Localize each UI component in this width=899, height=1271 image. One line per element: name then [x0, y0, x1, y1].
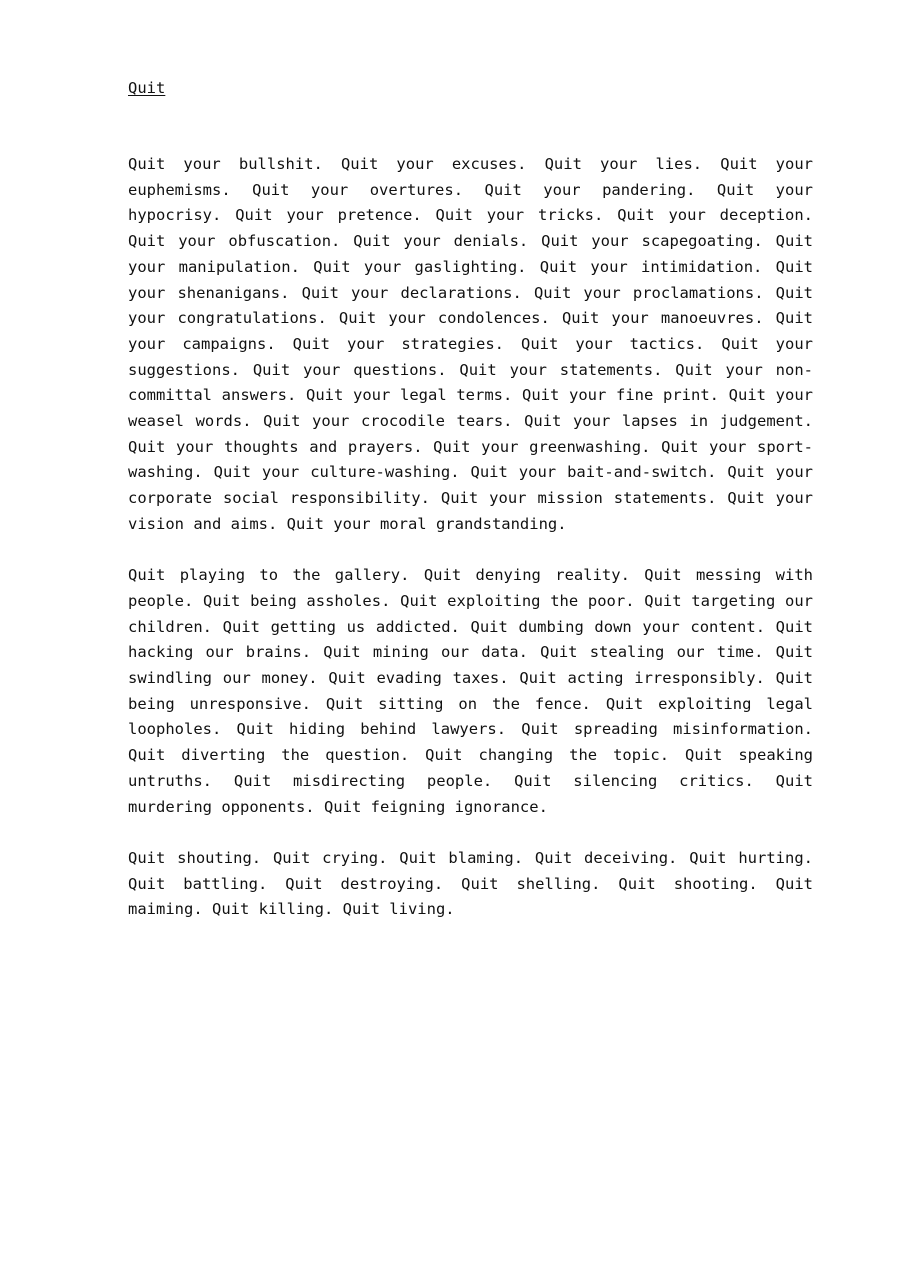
document-body: [128, 152, 813, 949]
paragraph-2: Quit playing to the gallery. Quit denying reality. Quit messing with people. Quit being assholes. Quit exploiting the poor. Quit targeting our children. Quit getting us addicted. Quit dumbing down your content. Quit hacking our brains. Quit mining our data. Quit stealing our time. Quit swindling our money. Quit evading taxes. Quit acting irresponsibly. Quit being unresponsive. Quit sitting on the fence. Quit exploiting legal loopholes. Quit hiding behind lawyers. Quit spreading misinformation. Quit diverting the question. Quit changing the topic. Quit speaking untruths. Quit misdirecting people. Quit silencing critics. Quit murdering opponents. Quit feigning ignorance.: [128, 566, 813, 816]
paragraph-3: Quit shouting. Quit crying. Quit blaming. Quit deceiving. Quit hurting. Quit battling. Quit destroying. Quit shelling. Quit shooting. Quit maiming. Quit killing. Quit living.: [128, 848, 813, 919]
document-title: Quit: [128, 79, 166, 97]
paragraph-1: Quit your bullshit. Quit your excuses. Quit your lies. Quit your euphemisms. Quit your overtures. Quit your pandering. Quit your hypocrisy. Quit your pretence. Quit your tricks. Quit your deception. Quit your obfuscation. Quit your denials. Quit your scapegoating. Quit your manipulation. Quit your gaslighting. Quit your intimidation. Quit your shenanigans. Quit your declarations. Quit your proclamations. Quit your congratulations. Quit your condolences. Quit your manoeuvres. Quit your campaigns. Quit your strategies. Quit your tactics. Quit your suggestions. Quit your questions. Quit your statements. Quit your non-committal answers. Quit your legal terms. Quit your fine print. Quit your weasel words. Quit your crocodile tears. Quit your lapses in judgement. Quit your thoughts and prayers. Quit your greenwashing. Quit your sport-washing. Quit your culture-washing. Quit your bait-and-switch. Quit your corporate social responsibility. Quit your mission statements. Quit your vision and aims. Quit your moral grandstanding.: [128, 155, 813, 533]
